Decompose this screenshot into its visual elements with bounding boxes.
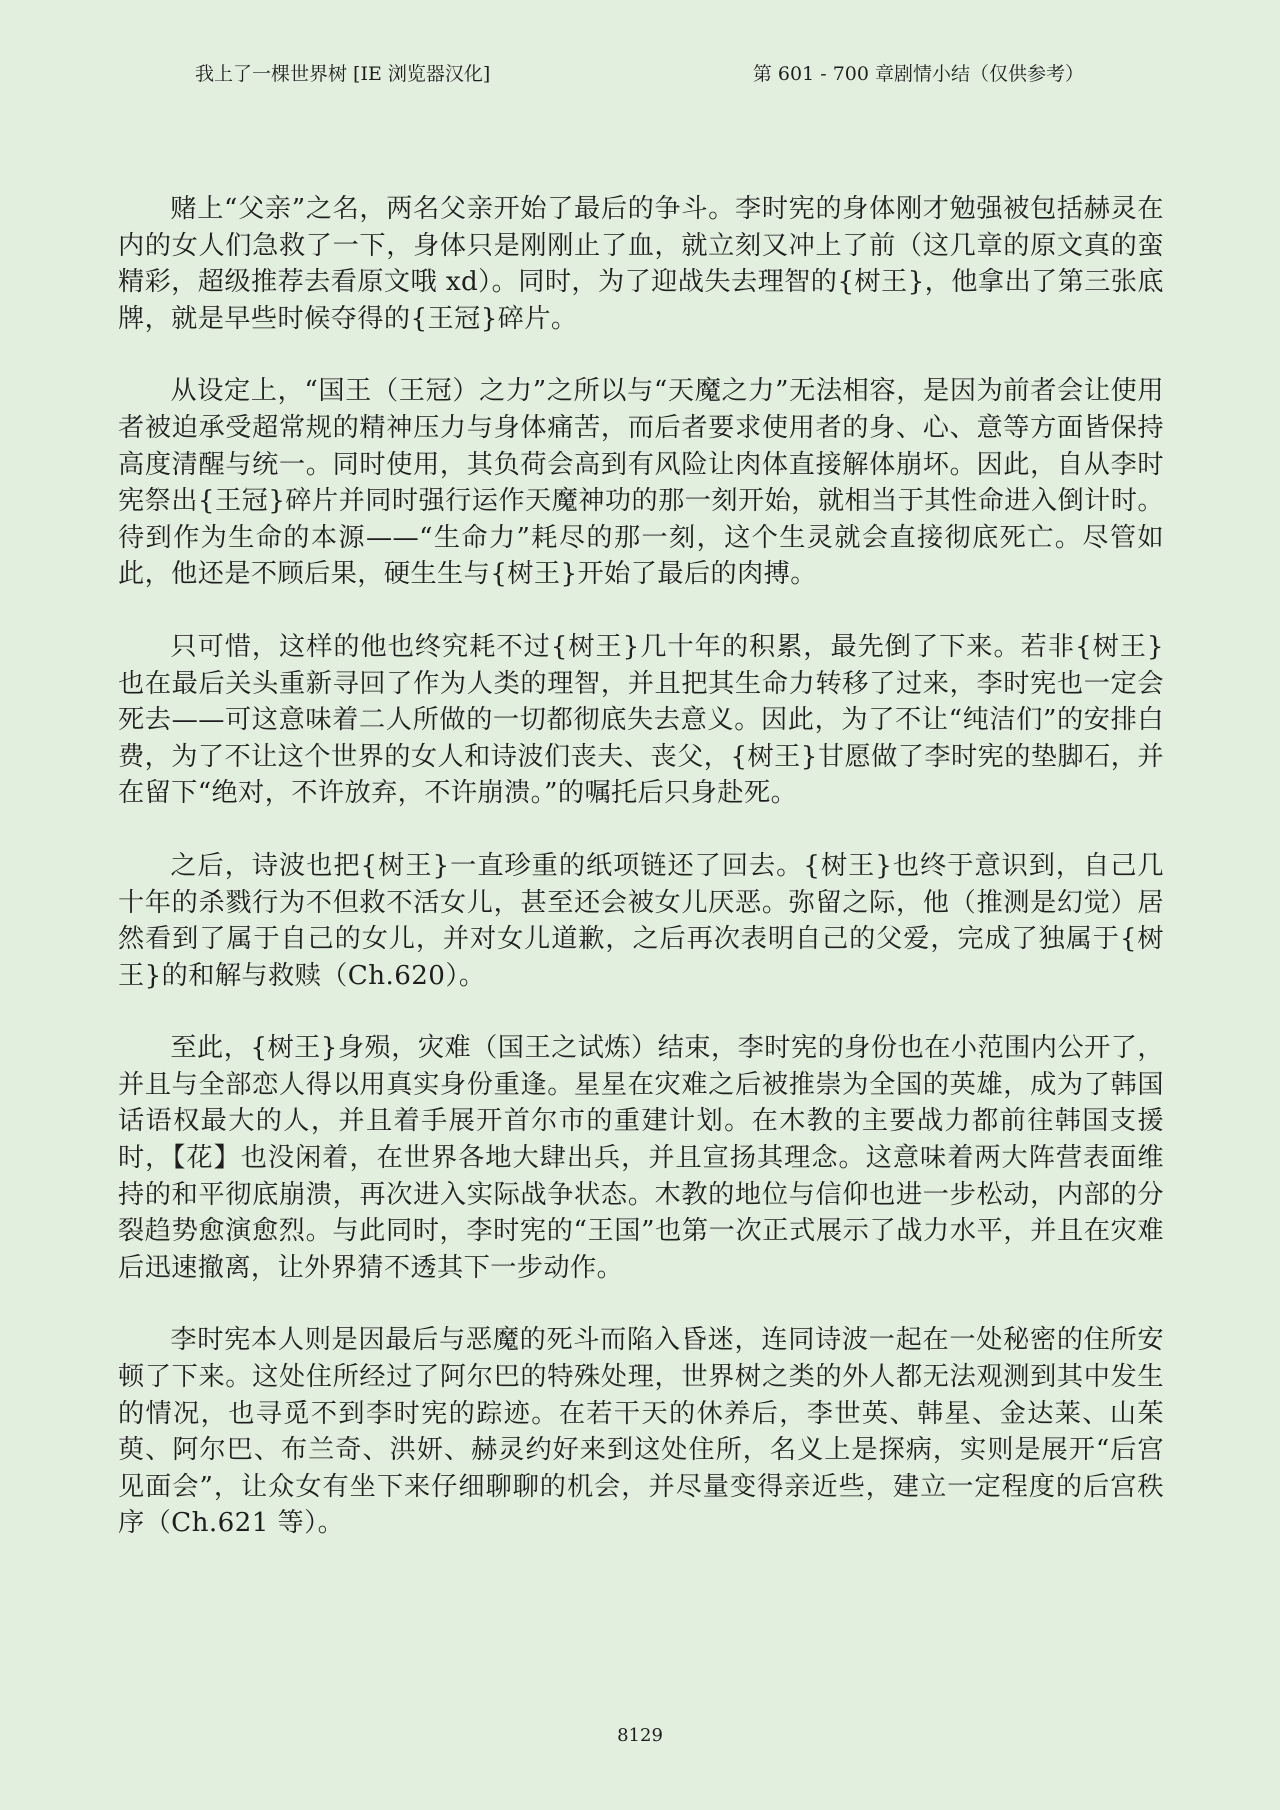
paragraph-5: 至此，{树王}身殒，灾难（国王之试炼）结束，李时宪的身份也在小范围内公开了，并且与全部恋人得以用真实身份重逢。星星在灾难之后被推崇为全国的英雄，成为了韩国话语权最大的人，并且着手展开首尔市的重建计划。在木教的主要战力都前往韩国支援时，【花】也没闲着，在世界各地大肆出兵，并且宣扬其理念。这意味着两大阵营表面维持的和平彻底崩溃，再次进入实际战争状态。木教的地位与信仰也进一步松动，内部的分裂趋势愈演愈烈。与此同时，李时宪的“王国”也第一次正式展示了战力水平，并且在灾难后迅速撤离，让外界猜不透其下一步动作。 bbox=[118, 1033, 1164, 1283]
paragraph-6: 李时宪本人则是因最后与恶魔的死斗而陷入昏迷，连同诗波一起在一处秘密的住所安顿了下来。这处住所经过了阿尔巴的特殊处理，世界树之类的外人都无法观测到其中发生的情况，也寻觅不到李时宪的踪迹。在若干天的休养后，李世英、韩星、金达莱、山茱萸、阿尔巴、布兰奇、洪妍、赫灵约好来到这处住所，名义上是探病，实则是展开“后宫见面会”，让众女有坐下来仔细聊聊的机会，并尽量变得亲近些，建立一定程度的后宫秩序（Ch.621 等）。 bbox=[118, 1325, 1164, 1539]
paragraph-2: 从设定上，“国王（王冠）之力”之所以与“天魔之力”无法相容，是因为前者会让使用者被迫承受超常规的精神压力与身体痛苦，而后者要求使用者的身、心、意等方面皆保持高度清醒与统一。同时使用，其负荷会高到有风险让肉体直接解体崩坏。因此，自从李时宪祭出{王冠}碎片并同时强行运作天魔神功的那一刻开始，就相当于其性命进入倒计时。待到作为生命的本源——“生命力”耗尽的那一刻，这个生灵就会直接彻底死亡。尽管如此，他还是不顾后果，硬生生与{树王}开始了最后的肉搏。 bbox=[118, 376, 1164, 590]
body-text bbox=[118, 191, 1164, 1578]
paragraph-1: 赌上“父亲”之名，两名父亲开始了最后的争斗。李时宪的身体刚才勉强被包括赫灵在内的女人们急救了一下，身体只是刚刚止了血，就立刻又冲上了前（这几章的原文真的蛮精彩，超级推荐去看原文哦 xd）。同时，为了迎战失去理智的{树王}，他拿出了第三张底牌，就是早些时候夺得的{王冠}碎片。 bbox=[118, 194, 1164, 334]
page-number: 8129 bbox=[617, 1725, 663, 1746]
header-section-title: 第 601 - 700 章剧情小结（仅供参考） bbox=[752, 63, 1084, 85]
paragraph-3: 只可惜，这样的他也终究耗不过{树王}几十年的积累，最先倒了下来。若非{树王}也在最后关头重新寻回了作为人类的理智，并且把其生命力转移了过来，李时宪也一定会死去——可这意味着二人所做的一切都彻底失去意义。因此，为了不让“纯洁们”的安排白费，为了不让这个世界的女人和诗波们丧夫、丧父，{树王}甘愿做了李时宪的垫脚石，并在留下“绝对，不许放弃，不许崩溃。”的嘱托后只身赴死。 bbox=[118, 631, 1164, 809]
header-book-title: 我上了一棵世界树 [IE 浏览器汉化] bbox=[195, 63, 491, 85]
paragraph-4: 之后，诗波也把{树王}一直珍重的纸项链还了回去。{树王}也终于意识到，自己几十年的杀戮行为不但救不活女儿，甚至还会被女儿厌恶。弥留之际，他（推测是幻觉）居然看到了属于自己的女儿，并对女儿道歉，之后再次表明自己的父爱，完成了独属于{树王}的和解与救赎（Ch.620）。 bbox=[118, 850, 1164, 991]
